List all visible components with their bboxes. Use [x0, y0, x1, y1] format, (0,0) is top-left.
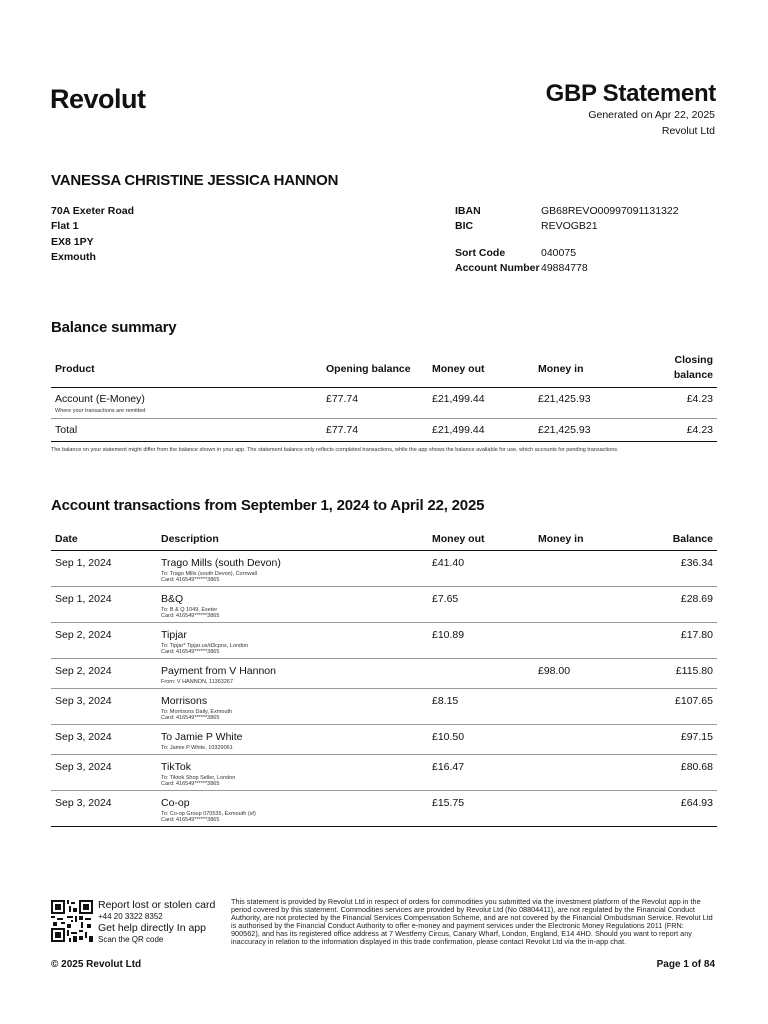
col-description: Description — [161, 533, 219, 545]
card-detail: Card: 416549******3865 — [161, 715, 220, 721]
description-detail: To: Co-op Group 070535, Exmouth (sf) — [161, 811, 256, 817]
description-cell — [161, 557, 426, 583]
description-cell — [161, 665, 426, 685]
money-out-cell: £7.65 — [432, 593, 459, 605]
col-money-out: Money out — [432, 363, 485, 375]
closing-cell: £4.23 — [686, 424, 713, 436]
date-cell: Sep 1, 2024 — [55, 557, 112, 569]
money-out-cell: £21,499.44 — [432, 424, 485, 436]
description-title: TikTok — [161, 761, 191, 773]
table-row — [51, 731, 717, 754]
description-title: B&Q — [161, 593, 184, 605]
account-number-value: 49884778 — [541, 262, 588, 274]
description-title: Co-op — [161, 797, 190, 809]
table-row — [51, 695, 717, 724]
balance-cell: £80.68 — [680, 761, 713, 773]
description-cell — [161, 629, 426, 655]
closing-label-line-1: Closing — [674, 354, 713, 366]
description-cell — [161, 593, 426, 619]
date-cell: Sep 3, 2024 — [55, 797, 112, 809]
account-holder-address — [51, 204, 134, 265]
balance-summary-table — [51, 353, 717, 386]
opening-cell: £77.74 — [326, 393, 359, 405]
statement-title: GBP Statement — [545, 80, 716, 107]
product-cell — [51, 393, 322, 418]
company-name: Revolut Ltd — [661, 125, 715, 137]
description-title: Trago Mills (south Devon) — [161, 557, 281, 569]
money-out-cell: £21,499.44 — [432, 393, 485, 405]
date-cell: Sep 1, 2024 — [55, 593, 112, 605]
date-cell: Sep 2, 2024 — [55, 629, 112, 641]
table-row — [51, 593, 717, 622]
divider — [51, 441, 717, 442]
account-holder-name: VANESSA CHRISTINE JESSICA HANNON — [51, 172, 339, 189]
card-detail: Card: 416549******3865 — [161, 613, 220, 619]
sort-code-value: 040075 — [541, 247, 577, 259]
money-out-cell: £10.89 — [432, 629, 465, 641]
description-title: Morrisons — [161, 695, 208, 707]
divider — [51, 754, 717, 755]
description-cell — [161, 731, 426, 751]
balance-cell: £115.80 — [675, 665, 713, 677]
balance-cell: £36.34 — [680, 557, 713, 569]
divider — [51, 622, 717, 623]
balance-cell: £64.93 — [680, 797, 713, 809]
report-card-phone[interactable]: +44 20 3322 8352 — [98, 912, 163, 921]
balance-note: The balance on your statement might differ from the balance shown in your app. The statement balance only reflects completed transactions, while the app shows the balance available for use, which accounts for pending transactions. — [51, 447, 619, 453]
page-number: Page 1 of 84 — [656, 959, 715, 970]
col-money-in: Money in — [538, 363, 584, 375]
table-row — [51, 424, 717, 436]
col-product: Product — [55, 363, 95, 375]
description-cell — [161, 797, 426, 823]
balance-summary-body — [51, 393, 717, 418]
table-row — [51, 665, 717, 688]
qr-code-icon — [51, 900, 93, 942]
money-in-cell: £98.00 — [538, 665, 571, 677]
table-row — [51, 393, 717, 418]
money-out-cell: £16.47 — [432, 761, 465, 773]
divider — [51, 418, 717, 419]
legal-disclaimer: This statement is provided by Revolut Ltd in respect of orders for commodities you submitted via the investment platform of the Revolut app in the period covered by this statement. Commodities services are provided by Revolut Ltd (No 08804411), are not regulated by the Financial Conduct Authority, are not protected by the Financial Services Compensation Scheme, and are not covered by the Financial Ombudsman Service. Revolut Ltd is authorised by the Financial Conduct Authority to offer e-money and payment services under the Electronic Money Regulations 2011 (FRN: 900562), and has its registered office address at 7 Westferry Circus, Canary Wharf, London, England, E14 4HD. Should you want to report any inaccuracy in relation to the information displayed in this trade confirmation, please contact Revolut Ltd via the in-app chat. — [231, 897, 713, 947]
closing-label-line-2: balance — [673, 369, 713, 381]
iban-value: GB68REVO00997091131322 — [541, 205, 679, 217]
date-cell: Sep 3, 2024 — [55, 695, 112, 707]
balance-cell: £97.15 — [680, 731, 713, 743]
card-detail: Card: 416549******3865 — [161, 577, 220, 583]
card-detail: Card: 416549******3865 — [161, 781, 220, 787]
description-detail: To: Trago Mills (south Devon), Cornwall — [161, 571, 257, 577]
divider — [51, 550, 717, 551]
money-in-cell: £21,425.93 — [538, 393, 591, 405]
transactions-header — [51, 533, 717, 545]
money-in-cell: £21,425.93 — [538, 424, 591, 436]
card-detail: Card: 416549******3865 — [161, 649, 220, 655]
description-detail: To: Morrisons Daily, Exmouth — [161, 709, 233, 715]
balance-cell: £107.65 — [675, 695, 713, 707]
balance-summary-total — [51, 424, 717, 436]
money-out-cell: £41.40 — [432, 557, 465, 569]
table-row — [51, 797, 717, 826]
address-line: Flat 1 — [51, 220, 79, 233]
table-row — [51, 761, 717, 790]
balance-cell: £17.80 — [680, 629, 713, 641]
date-cell: Sep 3, 2024 — [55, 761, 112, 773]
description-detail: From: V HANNON, 11363267 — [161, 679, 234, 685]
sort-code-label: Sort Code — [455, 247, 506, 259]
description-detail: To: Tiktok Shop Seller, London — [161, 775, 236, 781]
description-cell — [161, 761, 426, 787]
opening-cell: £77.74 — [326, 424, 359, 436]
balance-cell: £28.69 — [680, 593, 713, 605]
help-subtitle: Scan the QR code — [98, 935, 164, 944]
address-line: 70A Exeter Road — [51, 205, 135, 217]
product-name: Total — [55, 424, 78, 436]
col-balance: Balance — [672, 533, 713, 545]
description-detail: To: B & Q 1049, Exeter — [161, 607, 218, 613]
divider — [51, 586, 717, 587]
col-money-out: Money out — [432, 533, 485, 545]
divider — [51, 387, 717, 388]
money-out-cell: £8.15 — [432, 695, 459, 707]
closing-cell: £4.23 — [686, 393, 713, 405]
divider — [51, 790, 717, 791]
description-title: Tipjar — [161, 629, 187, 641]
address-line: EX8 1PY — [51, 235, 94, 248]
product-subtitle: Where your transactions are remitted — [55, 408, 146, 414]
col-closing-balance — [644, 353, 717, 386]
description-cell — [161, 695, 426, 721]
description-detail: To: Tipjar* Tipjar.us/d3cpns, London — [161, 643, 249, 649]
description-title: Payment from V Hannon — [161, 665, 276, 677]
money-out-cell: £10.50 — [432, 731, 465, 743]
col-date: Date — [55, 533, 78, 545]
balance-summary-title: Balance summary — [51, 319, 177, 336]
iban-label: IBAN — [455, 205, 481, 217]
account-number-label: Account Number — [455, 262, 540, 274]
bic-value: REVOGB21 — [541, 220, 598, 232]
revolut-logo: Revolut — [50, 84, 146, 114]
transactions-title: Account transactions from September 1, 2024 to April 22, 2025 — [51, 497, 485, 514]
date-cell: Sep 2, 2024 — [55, 665, 112, 677]
copyright: © 2025 Revolut Ltd — [51, 959, 142, 970]
col-opening-balance: Opening balance — [326, 363, 411, 375]
product-name: Account (E-Money) — [55, 393, 145, 405]
money-out-cell: £15.75 — [432, 797, 465, 809]
divider — [51, 826, 717, 827]
description-title: To Jamie P White — [161, 731, 243, 743]
generated-date: Generated on Apr 22, 2025 — [588, 109, 715, 121]
table-row — [51, 557, 717, 586]
report-card-title: Report lost or stolen card — [98, 899, 216, 911]
divider — [51, 688, 717, 689]
address-line: Exmouth — [51, 250, 96, 263]
help-title: Get help directly In app — [98, 922, 206, 934]
divider — [51, 724, 717, 725]
table-row — [51, 629, 717, 658]
col-money-in: Money in — [538, 533, 584, 545]
bic-label: BIC — [455, 220, 474, 232]
card-detail: Card: 416549******3865 — [161, 817, 220, 823]
divider — [51, 658, 717, 659]
description-detail: To: Jamie P White, 10329061 — [161, 745, 233, 751]
date-cell: Sep 3, 2024 — [55, 731, 112, 743]
